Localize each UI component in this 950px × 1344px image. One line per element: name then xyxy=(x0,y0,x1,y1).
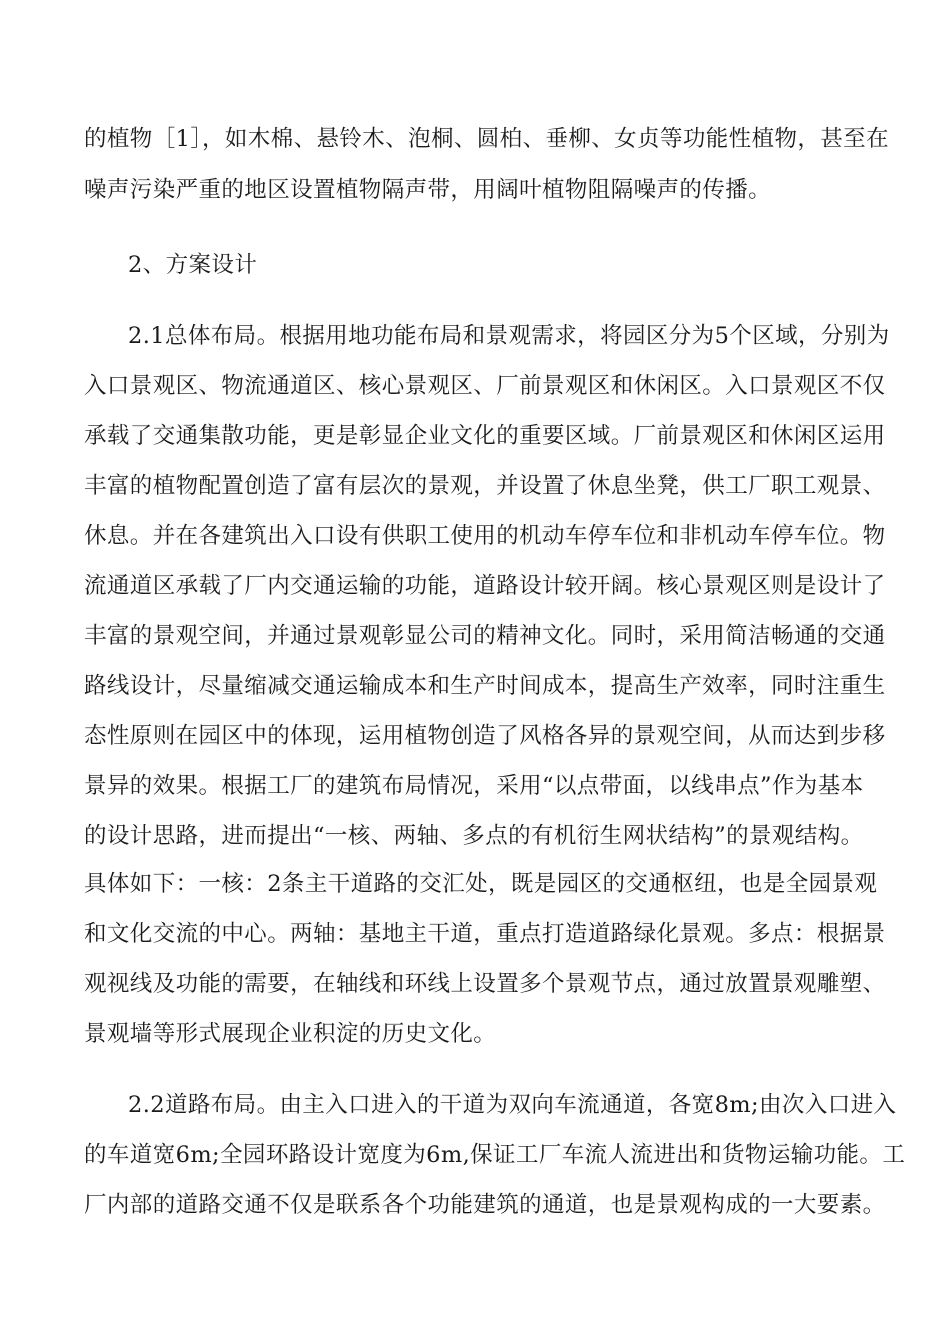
paragraph-2-1-line-11: 的设计思路，进而提出“一核、两轴、多点的有机衍生网状结构”的景观结构。 xyxy=(84,823,864,849)
intro-paragraph-line-1: 的植物［1］，如木棉、悬铃木、泡桐、圆柏、垂柳、女贞等功能性植物，甚至在 xyxy=(84,126,889,152)
section-heading: 2、方案设计 xyxy=(128,252,258,278)
paragraph-2-2-line-3: 厂内部的道路交通不仅是联系各个功能建筑的通道，也是景观构成的一大要素。 xyxy=(84,1192,886,1218)
paragraph-2-1-line-8: 路线设计，尽量缩减交通运输成本和生产时间成本，提高生产效率，同时注重生 xyxy=(84,673,886,699)
paragraph-2-1-line-15: 景观墙等形式展现企业积淀的历史文化。 xyxy=(84,1021,497,1047)
paragraph-2-1-line-5: 休息。并在各建筑出入口设有供职工使用的机动车停车位和非机动车停车位。物 xyxy=(84,523,886,549)
paragraph-2-1-line-9: 态性原则在园区中的体现，运用植物创造了风格各异的景观空间，从而达到步移 xyxy=(84,723,886,749)
paragraph-2-1-line-6: 流通道区承载了厂内交通运输的功能，道路设计较开阔。核心景观区则是设计了 xyxy=(84,573,886,599)
paragraph-2-2-line-2: 的车道宽6m;全园环路设计宽度为6m,保证工厂车流人流进出和货物运输功能。工 xyxy=(84,1142,906,1168)
paragraph-2-1-line-3: 承载了交通集散功能，更是彰显企业文化的重要区域。厂前景观区和休闲区运用 xyxy=(84,423,886,449)
paragraph-2-1-line-10: 景异的效果。根据工厂的建筑布局情况，采用“以点带面，以线串点”作为基本 xyxy=(84,773,864,799)
paragraph-2-1-line-13: 和文化交流的中心。两轴：基地主干道，重点打造道路绿化景观。多点：根据景 xyxy=(84,921,886,947)
paragraph-2-1-line-1: 2.1总体布局。根据用地功能布局和景观需求，将园区分为5个区域，分别为 xyxy=(128,323,890,349)
intro-paragraph-line-2: 噪声污染严重的地区设置植物隔声带，用阔叶植物阻隔噪声的传播。 xyxy=(84,177,772,203)
paragraph-2-1-line-12: 具体如下：一核：2条主干道路的交汇处，既是园区的交通枢纽，也是全园景观 xyxy=(84,871,878,897)
paragraph-2-1-line-14: 观视线及功能的需要，在轴线和环线上设置多个景观节点，通过放置景观雕塑、 xyxy=(84,971,886,997)
paragraph-2-1-line-2: 入口景观区、物流通道区、核心景观区、厂前景观区和休闲区。入口景观区不仅 xyxy=(84,373,886,399)
paragraph-2-1-line-7: 丰富的景观空间，并通过景观彰显公司的精神文化。同时，采用简洁畅通的交通 xyxy=(84,623,886,649)
paragraph-2-2-line-1: 2.2道路布局。由主入口进入的干道为双向车流通道，各宽8m;由次入口进入 xyxy=(128,1092,897,1118)
paragraph-2-1-line-4: 丰富的植物配置创造了富有层次的景观，并设置了休息坐凳，供工厂职工观景、 xyxy=(84,473,886,499)
